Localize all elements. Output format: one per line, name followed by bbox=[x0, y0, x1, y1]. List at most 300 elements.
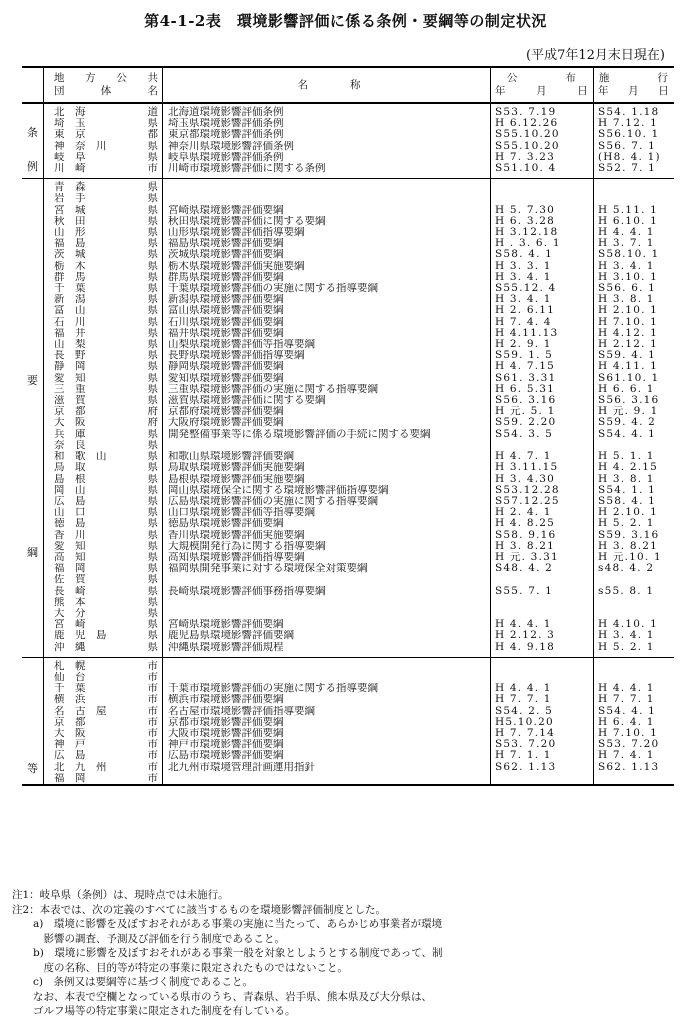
table-row bbox=[22, 227, 674, 238]
promulgation-date: S54. 2. 5 bbox=[491, 706, 594, 717]
enforcement-date: S54. 4. 1 bbox=[598, 428, 657, 440]
entity-name: 兵 庫 bbox=[54, 428, 86, 440]
entity-cell bbox=[44, 227, 163, 238]
regulation-name: 鹿児島県環境影響評価要綱 bbox=[163, 630, 491, 641]
entity-type: 県 bbox=[147, 249, 158, 261]
enforcement-date bbox=[594, 608, 675, 619]
table-row bbox=[22, 216, 674, 227]
category-cell bbox=[22, 227, 44, 238]
category-cell bbox=[22, 597, 44, 608]
enforcement-date bbox=[594, 574, 675, 585]
promulgation-date: S62. 1.13 bbox=[491, 762, 594, 773]
enforcement-date: S56. 3.16 bbox=[598, 395, 660, 407]
promulgation-date: S48. 4. 2 bbox=[491, 563, 594, 574]
table-row bbox=[22, 485, 674, 496]
table-row bbox=[22, 152, 674, 163]
category-cell bbox=[22, 238, 44, 249]
entity-type: 県 bbox=[147, 140, 158, 152]
entity-cell bbox=[44, 657, 163, 672]
regulation-name bbox=[163, 440, 491, 451]
table-row bbox=[22, 630, 674, 641]
category-ordinance-char-1: 条 bbox=[27, 126, 38, 139]
promulgation-date: S54. 3. 5 bbox=[491, 429, 594, 440]
entity-type: 県 bbox=[147, 204, 158, 216]
entity-name: 沖 縄 bbox=[54, 641, 86, 653]
category-cell bbox=[22, 608, 44, 619]
category-cell bbox=[22, 706, 44, 717]
regulation-name: 三重県環境影響評価の実施に関する指導要綱 bbox=[163, 384, 491, 395]
entity-type: 県 bbox=[147, 316, 158, 328]
regulation-name: 大阪府環境影響評価要綱 bbox=[163, 417, 491, 428]
entity-cell bbox=[44, 706, 163, 717]
category-cell bbox=[22, 283, 44, 294]
entity-type: 県 bbox=[147, 271, 158, 283]
promulgation-date bbox=[491, 597, 594, 608]
regulation-name: 福岡県開発事業に対する環境保全対策要綱 bbox=[163, 563, 491, 574]
table-row bbox=[22, 373, 674, 384]
promulgation-date: H 4. 8.25 bbox=[491, 518, 594, 529]
category-cell bbox=[22, 619, 44, 630]
regulation-name: 横浜市環境影響評価要綱 bbox=[163, 694, 491, 705]
enforcement-date: S54. 4. 1 bbox=[598, 705, 657, 717]
entity-cell bbox=[44, 305, 163, 316]
entity-cell bbox=[44, 574, 163, 585]
regulation-name bbox=[163, 672, 491, 683]
regulation-name: 滋賀県環境影響評価に関する要綱 bbox=[163, 395, 491, 406]
footnote-line: なお、本表で空欄となっている県市のうち、青森県、岩手県、熊本県及び大分県は、 bbox=[12, 990, 432, 1003]
category-cell bbox=[22, 563, 44, 574]
enforcement-date: H 6. 4. 1 bbox=[598, 716, 655, 728]
entity-cell bbox=[44, 597, 163, 608]
entity-type: 市 bbox=[147, 671, 158, 683]
entity-name: 京 都 bbox=[54, 406, 86, 418]
category-cell bbox=[22, 317, 44, 328]
entity-name: 大 阪 bbox=[54, 727, 86, 739]
regulation-name: 京都市環境影響評価要綱 bbox=[163, 717, 491, 728]
entity-name: 長 崎 bbox=[54, 585, 86, 597]
enforcement-date: H 7. 7. 1 bbox=[598, 694, 655, 706]
entity-name: 山 口 bbox=[54, 507, 86, 519]
entity-type: 県 bbox=[147, 607, 158, 619]
entity-type: 市 bbox=[147, 772, 158, 784]
promulgation-date: H 4. 9.18 bbox=[491, 642, 594, 658]
entity-name: 鳥 取 bbox=[54, 462, 86, 474]
entity-cell bbox=[44, 619, 163, 630]
promulgation-date: H 3. 4.30 bbox=[491, 474, 594, 485]
entity-name: 石 川 bbox=[54, 316, 86, 328]
entity-type: 県 bbox=[147, 585, 158, 597]
entity-cell bbox=[44, 417, 163, 428]
footnote-line: 注2：本表では、次の定義のすべてに該当するものを環境影響評価制度とした。 bbox=[12, 903, 386, 916]
table-row bbox=[22, 261, 674, 272]
regulation-name bbox=[163, 193, 491, 204]
entity-type: 県 bbox=[147, 495, 158, 507]
entity-header-char: 地 bbox=[54, 72, 65, 84]
table-row bbox=[22, 672, 674, 683]
promulgation-date: H 7. 7. 1 bbox=[491, 694, 594, 705]
promulgation-date: S57.12.25 bbox=[491, 496, 594, 507]
table-title: 第4-1-2表 環境影響評価に係る条例・要綱等の制定状況 bbox=[144, 12, 547, 30]
table-row bbox=[22, 474, 674, 485]
entity-type: 市 bbox=[147, 739, 158, 751]
entity-name: 茨 城 bbox=[54, 249, 86, 261]
enforcement-date: H 2.10. 1 bbox=[598, 507, 659, 519]
table-row bbox=[22, 773, 674, 785]
header-row bbox=[22, 67, 674, 103]
promulgation-date: H 6. 3.28 bbox=[491, 216, 594, 227]
enforcement-date: S56.10. 1 bbox=[598, 129, 660, 141]
table-row bbox=[22, 328, 674, 339]
date-header-char: 日 bbox=[577, 85, 589, 97]
entity-cell bbox=[44, 451, 163, 462]
entity-name: 徳 島 bbox=[54, 518, 86, 530]
table-row bbox=[22, 395, 674, 406]
category-cell bbox=[22, 272, 44, 283]
table-row bbox=[22, 717, 674, 728]
enforcement-date: S56. 7. 1 bbox=[598, 140, 657, 152]
category-cell bbox=[22, 694, 44, 705]
entity-name: 熊 本 bbox=[54, 596, 86, 608]
entity-name: 京 都 bbox=[54, 716, 86, 728]
table-row bbox=[22, 317, 674, 328]
category-cell bbox=[22, 294, 44, 305]
table-row bbox=[22, 739, 674, 750]
entity-cell bbox=[44, 328, 163, 339]
promulgation-date: H 元. 3.31 bbox=[491, 552, 594, 563]
promulgation-date: H 3. 4. 1 bbox=[491, 272, 594, 283]
entity-cell bbox=[44, 440, 163, 451]
promulgation-date: H 7. 1. 1 bbox=[491, 750, 594, 761]
table-row bbox=[22, 163, 674, 179]
table-row bbox=[22, 518, 674, 529]
regulation-name: 島根県環境影響評価実施要綱 bbox=[163, 474, 491, 485]
category-cell bbox=[22, 440, 44, 451]
entity-type: 県 bbox=[147, 260, 158, 272]
enforcement-date: S52. 7. 1 bbox=[594, 163, 675, 179]
entity-cell bbox=[44, 496, 163, 507]
table-row bbox=[22, 205, 674, 216]
promulgation-date: H 7. 3.23 bbox=[491, 152, 594, 163]
entity-name: 福 岡 bbox=[54, 563, 86, 575]
enforcement-date: H 4.10. 1 bbox=[598, 619, 659, 631]
entity-name: 岡 山 bbox=[54, 484, 86, 496]
enforcement-date: H 5.11. 1 bbox=[598, 204, 659, 216]
entity-cell bbox=[44, 103, 163, 118]
entity-name: 仙 台 bbox=[54, 671, 86, 683]
enforcement-date: H 3. 4. 1 bbox=[598, 260, 655, 272]
entity-name: 愛 知 bbox=[54, 372, 86, 384]
promulgation-date: S61. 3.31 bbox=[491, 373, 594, 384]
table-row bbox=[22, 339, 674, 350]
entity-type: 市 bbox=[147, 163, 158, 175]
table-row bbox=[22, 563, 674, 574]
category-cell bbox=[22, 496, 44, 507]
entity-type: 県 bbox=[147, 563, 158, 575]
table-row bbox=[22, 350, 674, 361]
enforcement-date: H 3. 8.21 bbox=[598, 540, 659, 552]
entity-type: 県 bbox=[147, 395, 158, 407]
enforcement-date: H 5. 2. 1 bbox=[598, 518, 655, 530]
category-cell bbox=[22, 683, 44, 694]
enforcement-date: S59. 4. 2 bbox=[598, 417, 657, 429]
entity-type: 県 bbox=[147, 215, 158, 227]
enforcement-date: H 3.10. 1 bbox=[598, 271, 659, 283]
enforcement-date: H 3. 4. 1 bbox=[598, 630, 655, 642]
entity-name: 福 井 bbox=[54, 327, 86, 339]
enforcement-date: H 4.11. 1 bbox=[598, 361, 659, 373]
regulation-name: 栃木県環境影響評価実施要綱 bbox=[163, 261, 491, 272]
entity-cell bbox=[44, 530, 163, 541]
entity-type: 道 bbox=[147, 106, 158, 118]
category-cell bbox=[22, 462, 44, 473]
entity-cell bbox=[44, 152, 163, 163]
regulation-name: 徳島県環境影響評価要綱 bbox=[163, 518, 491, 529]
date-header-char: 年 bbox=[598, 85, 610, 97]
entity-name: 新 潟 bbox=[54, 294, 86, 306]
footnotes bbox=[12, 888, 682, 1019]
category-cell bbox=[22, 451, 44, 462]
entity-cell bbox=[44, 586, 163, 597]
entity-name: 島 根 bbox=[54, 473, 86, 485]
entity-type: 市 bbox=[147, 659, 158, 672]
date-header-char: 年 bbox=[495, 85, 507, 97]
entity-header-char: 共 bbox=[147, 72, 158, 84]
promulgation-date: S59. 1. 5 bbox=[491, 350, 594, 361]
table-row bbox=[22, 129, 674, 140]
enforcement-header bbox=[594, 67, 675, 103]
entity-cell bbox=[44, 216, 163, 227]
table-row bbox=[22, 496, 674, 507]
table-row bbox=[22, 451, 674, 462]
promulgation-date: H 2. 9. 1 bbox=[491, 339, 594, 350]
table-row bbox=[22, 552, 674, 563]
entity-name: 大 阪 bbox=[54, 417, 86, 429]
entity-cell bbox=[44, 683, 163, 694]
table-row bbox=[22, 586, 674, 597]
promulgation-date: S59. 2.20 bbox=[491, 417, 594, 428]
table-row bbox=[22, 657, 674, 672]
entity-cell bbox=[44, 552, 163, 563]
regulation-name: 愛知県環境影響評価要綱 bbox=[163, 373, 491, 384]
entity-type: 県 bbox=[147, 518, 158, 530]
table-row bbox=[22, 706, 674, 717]
promulgation-date: S55.12. 4 bbox=[491, 283, 594, 294]
category-guideline-char-2: 綱 bbox=[27, 546, 38, 559]
footnote-line: 影響の調査、予測及び評価を行う制度であること。 bbox=[12, 932, 285, 945]
promulgation-date bbox=[491, 193, 594, 204]
category-cell bbox=[22, 574, 44, 585]
promulgation-date: S55. 7. 1 bbox=[491, 586, 594, 597]
regulation-name: 茨城県環境影響評価要綱 bbox=[163, 249, 491, 260]
entity-cell bbox=[44, 518, 163, 529]
enforcement-date bbox=[594, 657, 675, 672]
entity-name: 名 古 屋 bbox=[54, 705, 107, 717]
entity-cell bbox=[44, 129, 163, 140]
promulgation-date bbox=[491, 773, 594, 785]
entity-type: 府 bbox=[147, 417, 158, 429]
category-cell bbox=[22, 474, 44, 485]
regulations-table bbox=[22, 66, 674, 786]
enforcement-date: S59. 3.16 bbox=[598, 529, 660, 541]
date-header-char: 月 bbox=[628, 85, 640, 97]
entity-cell bbox=[44, 350, 163, 361]
enforcement-date bbox=[594, 672, 675, 683]
table-row bbox=[22, 762, 674, 773]
enforcement-date bbox=[594, 440, 675, 451]
entity-cell bbox=[44, 672, 163, 683]
table-row bbox=[22, 694, 674, 705]
enforcement-date bbox=[594, 179, 675, 194]
entity-type: 県 bbox=[147, 383, 158, 395]
date-header-char: 日 bbox=[658, 85, 670, 97]
promulgation-date: S58. 9.16 bbox=[491, 530, 594, 541]
entity-name: 北 九 州 bbox=[54, 761, 107, 773]
footnote-line: c) 条例又は要綱等に基づく制度であること。 bbox=[12, 976, 253, 988]
footnote-line: a) 環境に影響を及ぼすおそれがある事業の実施に当たって、あらかじめ事業者が環境 bbox=[12, 918, 443, 930]
promulgation-date: H 2. 6.11 bbox=[491, 305, 594, 316]
promulgation-date: H 6. 5.31 bbox=[491, 384, 594, 395]
entity-cell bbox=[44, 283, 163, 294]
entity-type: 県 bbox=[147, 507, 158, 519]
entity-type: 市 bbox=[147, 716, 158, 728]
entity-name: 鹿 児 島 bbox=[54, 630, 107, 642]
entity-type: 県 bbox=[147, 327, 158, 339]
entity-type: 県 bbox=[147, 484, 158, 496]
entity-header-char: 団 bbox=[54, 85, 65, 97]
entity-type: 県 bbox=[147, 118, 158, 130]
category-cell bbox=[22, 339, 44, 350]
entity-name: 福 岡 bbox=[54, 772, 86, 784]
table-row bbox=[22, 597, 674, 608]
table-row bbox=[22, 608, 674, 619]
entity-type: 県 bbox=[147, 283, 158, 295]
entity-type: 県 bbox=[147, 305, 158, 317]
entity-cell bbox=[44, 238, 163, 249]
category-cell bbox=[22, 193, 44, 204]
enforcement-date: H 4. 4. 1 bbox=[598, 227, 655, 239]
entity-type: 市 bbox=[147, 750, 158, 762]
enforcement-date: S54. 1.18 bbox=[598, 106, 660, 118]
enforcement-date: S62. 1.13 bbox=[598, 761, 660, 773]
entity-cell bbox=[44, 750, 163, 761]
entity-name: 富 山 bbox=[54, 305, 86, 317]
entity-name: 群 馬 bbox=[54, 271, 86, 283]
category-header bbox=[22, 67, 44, 103]
category-cell bbox=[22, 395, 44, 406]
entity-type: 県 bbox=[147, 339, 158, 351]
entity-cell bbox=[44, 507, 163, 518]
category-cell bbox=[22, 205, 44, 216]
regulation-name: 山形県環境影響評価指導要綱 bbox=[163, 227, 491, 238]
entity-cell bbox=[44, 205, 163, 216]
table-row bbox=[22, 642, 674, 658]
regulation-name bbox=[163, 179, 491, 194]
entity-header bbox=[44, 67, 163, 103]
category-cell bbox=[22, 406, 44, 417]
regulation-name bbox=[163, 597, 491, 608]
entity-cell bbox=[44, 317, 163, 328]
table-row bbox=[22, 249, 674, 260]
entity-type: 県 bbox=[147, 596, 158, 608]
category-other-char: 等 bbox=[27, 762, 38, 775]
entity-cell bbox=[44, 141, 163, 152]
regulation-name: 宮崎県環境影響評価要綱 bbox=[163, 619, 491, 630]
entity-name: 山 梨 bbox=[54, 339, 86, 351]
regulation-name: 新潟県環境影響評価要綱 bbox=[163, 294, 491, 305]
entity-cell bbox=[44, 373, 163, 384]
promulgation-date: H 3. 4. 1 bbox=[491, 294, 594, 305]
entity-cell bbox=[44, 249, 163, 260]
entity-type: 県 bbox=[147, 574, 158, 586]
entity-name: 大 分 bbox=[54, 607, 86, 619]
promulgation-date: H 3. 8.21 bbox=[491, 541, 594, 552]
table-row bbox=[22, 384, 674, 395]
footnote-line: 度の名称、目的等が特定の事業に限定されたものではないこと。 bbox=[12, 961, 348, 974]
regulation-name: 群馬県環境影響評価要綱 bbox=[163, 272, 491, 283]
promulgation-date: H 4. 4. 1 bbox=[491, 683, 594, 694]
entity-cell bbox=[44, 429, 163, 440]
regulation-name: 名古屋市環境影響評価指導要綱 bbox=[163, 706, 491, 717]
category-cell bbox=[22, 429, 44, 440]
promulgation-date: H 6.12.26 bbox=[491, 118, 594, 129]
entity-cell bbox=[44, 728, 163, 739]
enforcement-date: H 4.12. 1 bbox=[598, 327, 659, 339]
regulation-name: 北海道環境影響評価条例 bbox=[163, 103, 491, 118]
entity-type: 県 bbox=[147, 193, 158, 205]
entity-cell bbox=[44, 485, 163, 496]
entity-type: 県 bbox=[147, 151, 158, 163]
entity-cell bbox=[44, 179, 163, 194]
regulation-name: 香川県環境影響評価実施要綱 bbox=[163, 530, 491, 541]
promulgation-date bbox=[491, 440, 594, 451]
enforcement-date: H 4. 4. 1 bbox=[598, 683, 655, 695]
entity-cell bbox=[44, 261, 163, 272]
promulgation-date: H 3. 3. 1 bbox=[491, 261, 594, 272]
regulation-name: 広島市環境影響評価要綱 bbox=[163, 750, 491, 761]
enforcement-date bbox=[594, 773, 675, 785]
entity-type: 県 bbox=[147, 428, 158, 440]
promulgation-date: S53. 7.19 bbox=[491, 103, 594, 118]
promulgation-date bbox=[491, 179, 594, 194]
promulgation-date: S58. 4. 1 bbox=[491, 249, 594, 260]
footnote-line: 注1：岐阜県（条例）は、現時点では未施行。 bbox=[12, 889, 229, 901]
entity-name: 三 重 bbox=[54, 383, 86, 395]
entity-name: 福 島 bbox=[54, 238, 86, 250]
regulation-name: 高知県環境影響評価指導要綱 bbox=[163, 552, 491, 563]
enforcement-date: S53. 7.20 bbox=[598, 739, 660, 751]
promulgation-date: H 3.12.18 bbox=[491, 227, 594, 238]
regulation-name: 長野県環境影響評価指導要綱 bbox=[163, 350, 491, 361]
enforcement-date: H 2.10. 1 bbox=[598, 305, 659, 317]
entity-header-char: 名 bbox=[147, 85, 158, 97]
entity-name: 青 森 bbox=[54, 181, 86, 194]
name-header: 名 称 bbox=[163, 67, 491, 103]
table-row bbox=[22, 750, 674, 761]
promulgation-date: S56. 3.16 bbox=[491, 395, 594, 406]
enforcement-date: S59. 4. 1 bbox=[598, 350, 657, 362]
regulation-name: 大阪市環境影響評価要綱 bbox=[163, 728, 491, 739]
entity-name: 神 戸 bbox=[54, 739, 86, 751]
table-row bbox=[22, 294, 674, 305]
table-row bbox=[22, 305, 674, 316]
enforcement-date: H 5. 1. 1 bbox=[598, 451, 655, 463]
entity-name: 広 島 bbox=[54, 750, 86, 762]
enforcement-date: H 6. 6. 1 bbox=[598, 383, 655, 395]
enforcement-date: H 3. 7. 1 bbox=[598, 238, 655, 250]
entity-cell bbox=[44, 339, 163, 350]
regulation-name: 大規模開発行為に関する指導要綱 bbox=[163, 541, 491, 552]
promulgation-date: S51.10. 4 bbox=[491, 163, 594, 179]
